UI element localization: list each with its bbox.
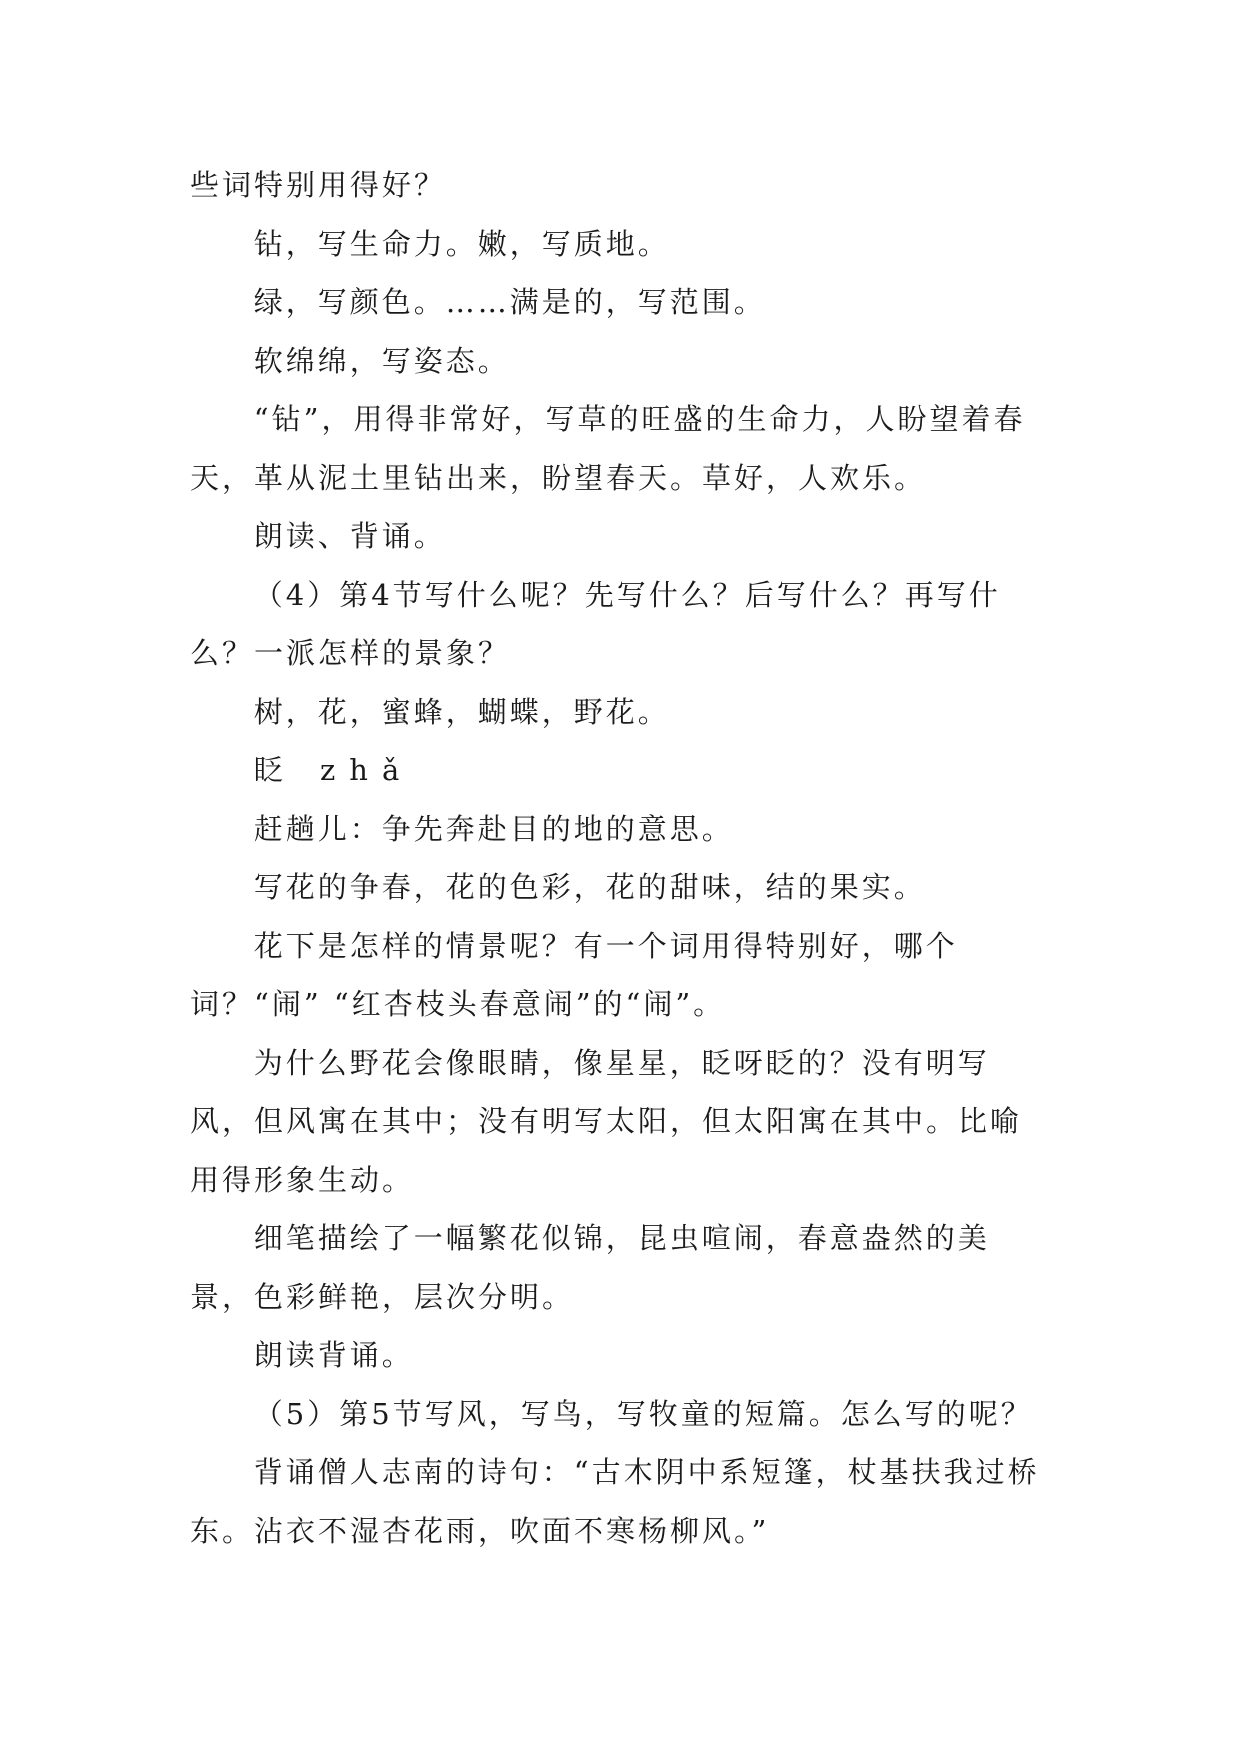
paragraph: 朗读、背诵。: [253, 519, 446, 553]
paragraph: （4）第4节写什么呢？先写什么？后写什么？再写什么？一派怎样的景象？: [190, 577, 1001, 670]
paragraph: 为什么野花会像眼睛，像星星，眨呀眨的？没有明写风，但风寓在其中；没有明写太阳，但太阳寓在其中。比喻用得形象生动。: [190, 1045, 1023, 1197]
paragraph: “钻”，用得非常好，写草的旺盛的生命力，人盼望着春天，革从泥土里钻出来，盼望春天。草好，人欢乐。: [190, 402, 1026, 495]
paragraph: 朗读背诵。: [253, 1338, 414, 1372]
paragraph: 赶趟儿：争先奔赴目的地的意思。: [253, 811, 734, 846]
paragraph: 细笔描绘了一幅繁花似锦，昆虫喧闹，春意盎然的美景，色彩鲜艳，层次分明。: [190, 1221, 990, 1314]
paragraph: 花下是怎样的情景呢？有一个词用得特别好，哪个词？“闹” “红杏枝头春意闹”的“闹”。: [190, 928, 958, 1021]
paragraph: 钻，写生命力。嫩，写质地。: [253, 226, 670, 261]
paragraph: 软绵绵，写姿态。: [253, 343, 510, 378]
paragraph: 绿，写颜色。……满是的，写范围。: [253, 285, 766, 319]
paragraph: 些词特别用得好？: [190, 168, 447, 202]
pinyin-note: 眨 zhǎ: [253, 753, 414, 787]
paragraph: 背诵僧人志南的诗句：“古木阴中系短篷，杖基扶我过桥东。沾衣不湿杏花雨，吹面不寒杨柳风。”: [190, 1455, 1040, 1548]
paragraph: 写花的争春，花的色彩，花的甜味，结的果实。: [253, 870, 926, 904]
paragraph: 树，花，蜜蜂，蝴蝶，野花。: [253, 694, 670, 729]
document-body: [190, 156, 1050, 1560]
paragraph: （5）第5节写风，写鸟，写牧童的短篇。怎么写的呢？: [253, 1396, 1033, 1431]
